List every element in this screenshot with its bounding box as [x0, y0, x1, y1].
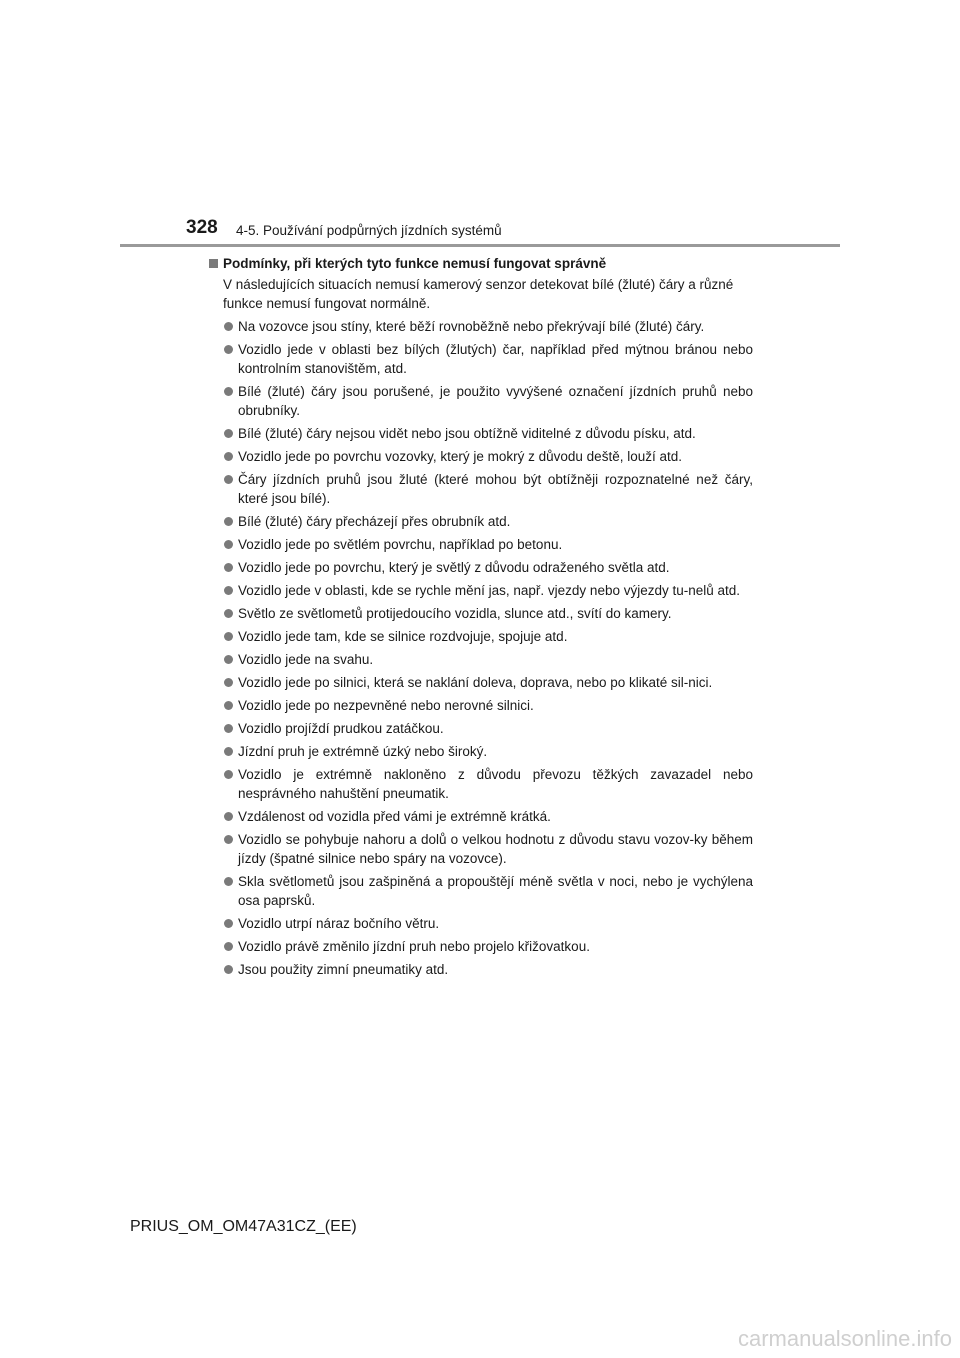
list-item: [209, 765, 753, 803]
circle-bullet-icon: [224, 387, 233, 396]
section-intro: V následujících situacích nemusí kamerový senzor detekovat bílé (žluté) čáry a různé funkce nemusí fungovat normálně.: [223, 277, 734, 311]
list-item-text: Světlo ze světlometů protijedoucího vozidla, slunce atd., svítí do kamery.: [238, 606, 672, 621]
list-item: [209, 317, 753, 336]
chapter-title: 4-5. Používání podpůrných jízdních systémů: [236, 223, 502, 238]
list-item-text: Jízdní pruh je extrémně úzký nebo široký.: [238, 744, 488, 759]
circle-bullet-icon: [224, 724, 233, 733]
list-item: [209, 650, 753, 669]
list-item-text: Vzdálenost od vozidla před vámi je extrémně krátká.: [238, 809, 551, 824]
header-rule: [120, 244, 840, 247]
circle-bullet-icon: [224, 322, 233, 331]
circle-bullet-icon: [224, 517, 233, 526]
list-item: [209, 673, 753, 692]
list-item: [209, 558, 753, 577]
circle-bullet-icon: [224, 965, 233, 974]
circle-bullet-icon: [224, 919, 233, 928]
list-item-text: Vozidlo právě změnilo jízdní pruh nebo projelo křižovatkou.: [238, 939, 590, 954]
list-item-text: Bílé (žluté) čáry jsou porušené, je použito vyvýšené označení jízdních pruhů nebo obrubníky.: [238, 384, 753, 418]
circle-bullet-icon: [224, 452, 233, 461]
circle-bullet-icon: [224, 655, 233, 664]
circle-bullet-icon: [224, 586, 233, 595]
list-item: [209, 340, 753, 378]
circle-bullet-icon: [224, 429, 233, 438]
list-item-text: Vozidlo jede po povrchu, který je světlý z důvodu odraženého světla atd.: [238, 560, 670, 575]
square-bullet-icon: [209, 259, 218, 268]
list-item: [209, 937, 753, 956]
list-item-text: Čáry jízdních pruhů jsou žluté (které mohou být obtížněji rozpoznatelné než čáry, které jsou bílé).: [238, 472, 753, 506]
circle-bullet-icon: [224, 678, 233, 687]
circle-bullet-icon: [224, 475, 233, 484]
list-item-text: Vozidlo jede po povrchu vozovky, který je mokrý z důvodu deště, louží atd.: [238, 449, 682, 464]
list-item: [209, 872, 753, 910]
list-item: [209, 581, 753, 600]
page-number: 328: [186, 217, 218, 238]
list-item: [209, 382, 753, 420]
circle-bullet-icon: [224, 812, 233, 821]
list-item: [209, 535, 753, 554]
circle-bullet-icon: [224, 345, 233, 354]
list-item: [209, 470, 753, 508]
circle-bullet-icon: [224, 540, 233, 549]
list-item-text: Bílé (žluté) čáry přecházejí přes obrubník atd.: [238, 514, 511, 529]
circle-bullet-icon: [224, 632, 233, 641]
list-item-text: Na vozovce jsou stíny, které běží rovnoběžně nebo překrývají bílé (žluté) čáry.: [238, 319, 705, 334]
list-item-text: Bílé (žluté) čáry nejsou vidět nebo jsou obtížně viditelné z důvodu písku, atd.: [238, 426, 696, 441]
list-item-text: Vozidlo jede tam, kde se silnice rozdvojuje, spojuje atd.: [238, 629, 568, 644]
circle-bullet-icon: [224, 835, 233, 844]
list-item: [209, 604, 753, 623]
list-item-text: Vozidlo jede v oblasti, kde se rychle mění jas, např. vjezdy nebo výjezdy tu-nelů atd.: [238, 583, 741, 598]
list-item: [209, 830, 753, 868]
circle-bullet-icon: [224, 747, 233, 756]
list-item-text: Vozidlo jede po nezpevněné nebo nerovné silnici.: [238, 698, 534, 713]
list-item-text: Vozidlo jede na svahu.: [238, 652, 374, 667]
list-item: [209, 424, 753, 443]
list-item-text: Jsou použity zimní pneumatiky atd.: [238, 962, 449, 977]
list-item: [209, 719, 753, 738]
list-item: [209, 627, 753, 646]
circle-bullet-icon: [224, 770, 233, 779]
list-item-text: Vozidlo projíždí prudkou zatáčkou.: [238, 721, 444, 736]
circle-bullet-icon: [224, 563, 233, 572]
document-code: PRIUS_OM_OM47A31CZ_(EE): [130, 1218, 357, 1235]
circle-bullet-icon: [224, 609, 233, 618]
section-heading: [209, 254, 753, 273]
circle-bullet-icon: [224, 701, 233, 710]
circle-bullet-icon: [224, 877, 233, 886]
page-content: [209, 254, 753, 983]
section-heading-text: Podmínky, při kterých tyto funkce nemusí fungovat správně: [223, 256, 607, 271]
list-item-text: Vozidlo se pohybuje nahoru a dolů o velkou hodnotu z důvodu stavu vozov-ky během jízdy (špatné silnice nebo spáry na vozovce).: [238, 832, 753, 866]
list-item-text: Vozidlo jede po silnici, která se naklání doleva, doprava, nebo po klikaté sil-nici.: [238, 675, 713, 690]
list-item-text: Vozidlo je extrémně nakloněno z důvodu převozu těžkých zavazadel nebo nesprávného nahuštění pneumatik.: [238, 767, 753, 801]
condition-list: [209, 317, 753, 979]
watermark: carmanualsonline.info: [737, 1326, 952, 1351]
list-item: [209, 807, 753, 826]
list-item-text: Vozidlo jede po světlém povrchu, například po betonu.: [238, 537, 563, 552]
list-item: [209, 447, 753, 466]
list-item: [209, 512, 753, 531]
list-item: [209, 742, 753, 761]
list-item: [209, 960, 753, 979]
list-item-text: Vozidlo utrpí náraz bočního větru.: [238, 916, 440, 931]
circle-bullet-icon: [224, 942, 233, 951]
list-item-text: Skla světlometů jsou zašpiněná a propouštějí méně světla v noci, nebo je vychýlena osa paprsků.: [238, 874, 753, 908]
list-item: [209, 696, 753, 715]
list-item-text: Vozidlo jede v oblasti bez bílých (žlutých) čar, například před mýtnou bránou nebo kontrolním stanovištěm, atd.: [238, 342, 753, 376]
list-item: [209, 914, 753, 933]
